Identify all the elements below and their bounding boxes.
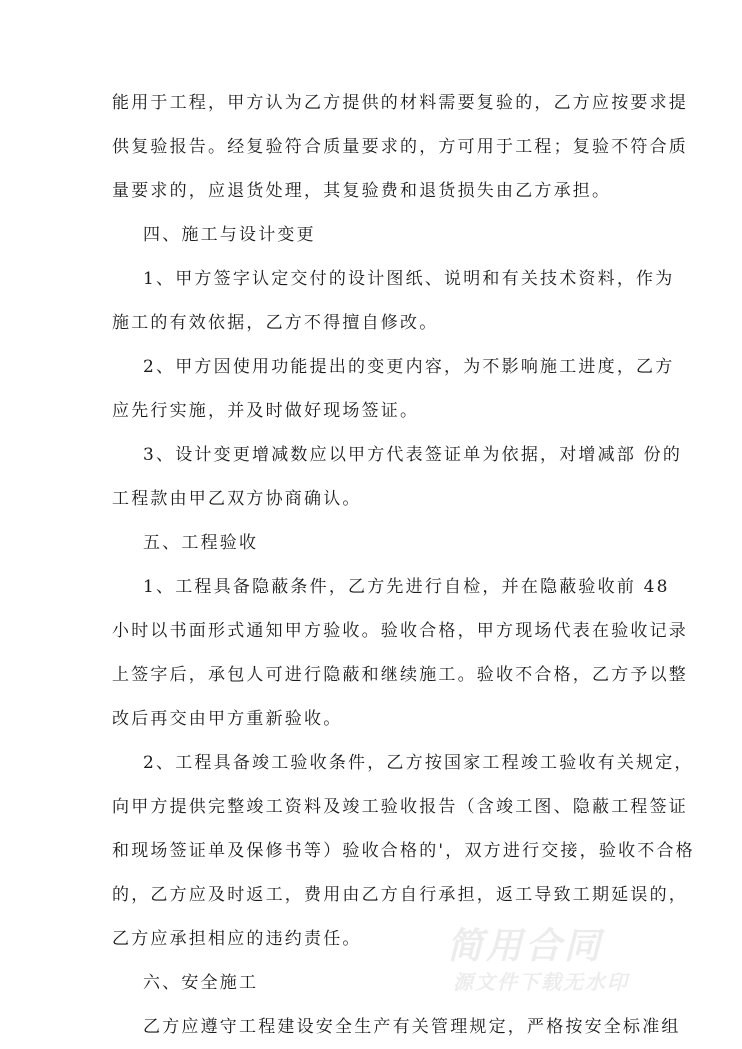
text-line: 1、甲方签字认定交付的设计图纸、说明和有关技术资料，作为 xyxy=(143,269,675,289)
text-line: 施工的有效依据，乙方不得擅自修改。 xyxy=(112,313,439,333)
text-line: 1、工程具备隐蔽条件，乙方先进行自检，并在隐蔽验收前 48 xyxy=(143,577,670,597)
section-heading: 四、施工与设计变更 xyxy=(143,225,316,245)
text-line: 的，乙方应及时返工，费用由乙方自行承担，返工导致工期延误的， xyxy=(112,885,688,905)
section-heading: 五、工程验收 xyxy=(143,533,259,553)
text-line: 和现场签证单及保修书等）验收合格的'，双方进行交接，验收不合格 xyxy=(112,841,695,861)
text-line: 2、甲方因使用功能提出的变更内容，为不影响施工进度，乙方 xyxy=(143,357,675,377)
text-line: 向甲方提供完整竣工资料及竣工验收报告（含竣工图、隐蔽工程签证 xyxy=(112,797,688,817)
text-line: 上签字后，承包人可进行隐蔽和继续施工。验收不合格，乙方予以整 xyxy=(112,665,688,685)
text-line: 供复验报告。经复验符合质量要求的，方可用于工程；复验不符合质 xyxy=(112,137,688,157)
text-line: 乙方应遵守工程建设安全生产有关管理规定，严格按安全标准组 xyxy=(143,1017,681,1037)
text-line: 改后再交由甲方重新验收。 xyxy=(112,709,343,729)
text-line: 工程款由甲乙双方协商确认。 xyxy=(112,489,362,509)
section-heading: 六、安全施工 xyxy=(143,973,259,993)
text-line: 能用于工程，甲方认为乙方提供的材料需要复验的，乙方应按要求提 xyxy=(112,93,688,113)
text-line: 3、设计变更增减数应以甲方代表签证单为依据，对增减部 份的 xyxy=(143,445,683,465)
text-line: 2、工程具备竣工验收条件，乙方按国家工程竣工验收有关规定， xyxy=(143,753,694,773)
watermark-title: 简用合同 xyxy=(447,926,604,967)
watermark-subtitle: 源文件下载无水印 xyxy=(453,970,629,994)
text-line: 乙方应承担相应的违约责任。 xyxy=(112,929,362,949)
text-line: 量要求的，应退货处理，其复验费和退货损失由乙方承担。 xyxy=(112,181,612,201)
text-line: 应先行实施，并及时做好现场签证。 xyxy=(112,401,420,421)
text-line: 小时以书面形式通知甲方验收。验收合格，甲方现场代表在验收记录 xyxy=(112,621,688,641)
